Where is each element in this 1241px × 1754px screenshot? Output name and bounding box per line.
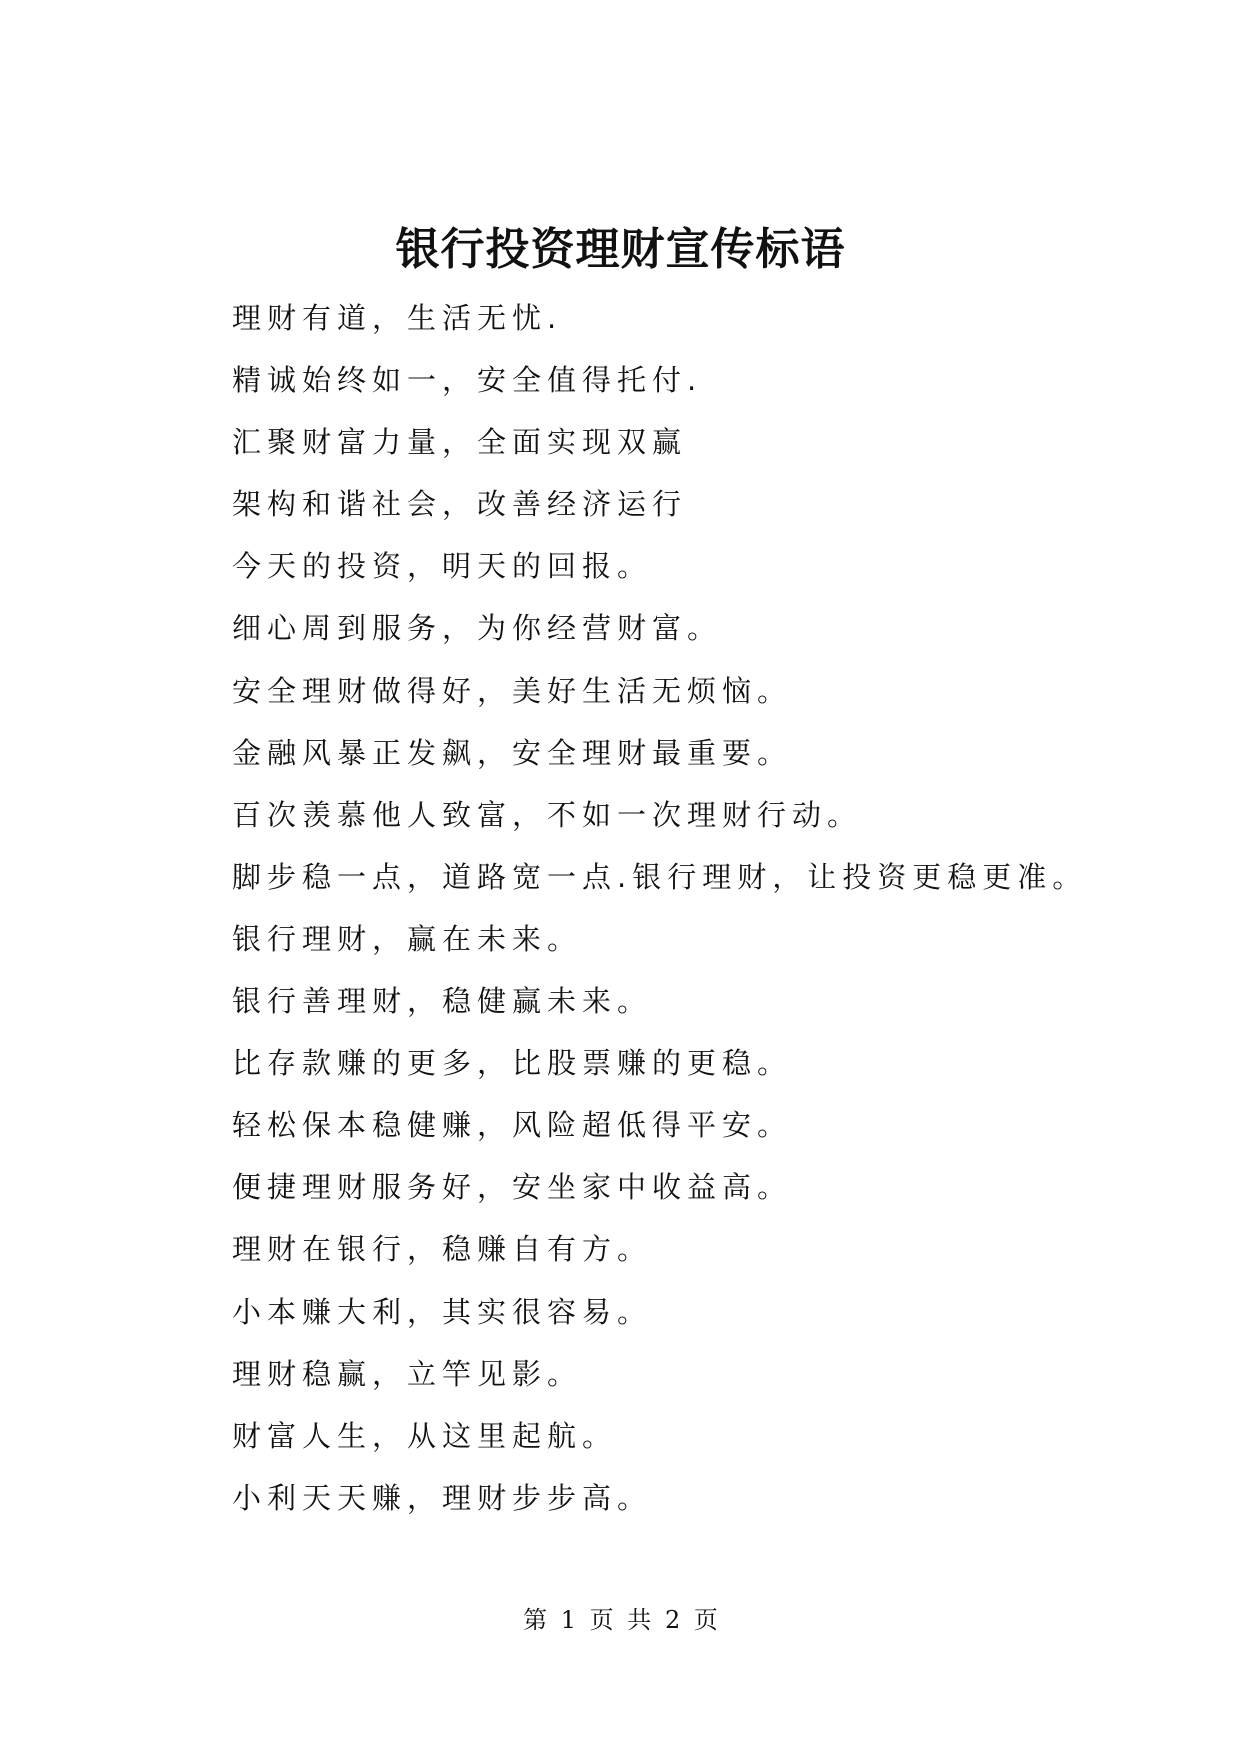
slogan-line: 财富人生，从这里起航。 [232,1418,618,1453]
slogan-line: 银行理财，赢在未来。 [232,921,583,956]
slogan-line: 今天的投资，明天的回报。 [232,549,653,584]
slogan-line: 理财稳赢，立竿见影。 [232,1356,583,1391]
slogan-line: 小利天天赚，理财步步高。 [232,1480,653,1515]
slogan-line: 轻松保本稳健赚，风险超低得平安。 [232,1108,793,1143]
page-number-footer: 第 1 页 共 2 页 [523,1606,718,1634]
slogan-list [232,290,1132,1532]
slogan-line: 百次羡慕他人致富，不如一次理财行动。 [232,797,863,832]
slogan-line: 银行善理财，稳健赢未来。 [232,984,653,1019]
slogan-line: 理财在银行，稳赚自有方。 [232,1232,653,1267]
slogan-line: 精诚始终如一，安全值得托付. [232,363,703,398]
slogan-line: 汇聚财富力量，全面实现双赢 [232,425,688,460]
slogan-line: 安全理财做得好，美好生活无烦恼。 [232,673,793,708]
slogan-line: 理财有道，生活无忧. [232,301,563,335]
slogan-line: 金融风暴正发飙，安全理财最重要。 [232,735,793,770]
slogan-line: 比存款赚的更多，比股票赚的更稳。 [232,1046,793,1081]
slogan-line: 细心周到服务，为你经营财富。 [232,611,723,646]
slogan-line: 便捷理财服务好，安坐家中收益高。 [232,1170,793,1205]
slogan-line: 架构和谐社会，改善经济运行 [232,487,688,522]
slogan-line: 脚步稳一点，道路宽一点.银行理财，让投资更稳更准。 [232,859,1088,894]
page-title: 银行投资理财宣传标语 [395,224,846,275]
slogan-line: 小本赚大利，其实很容易。 [232,1294,653,1329]
